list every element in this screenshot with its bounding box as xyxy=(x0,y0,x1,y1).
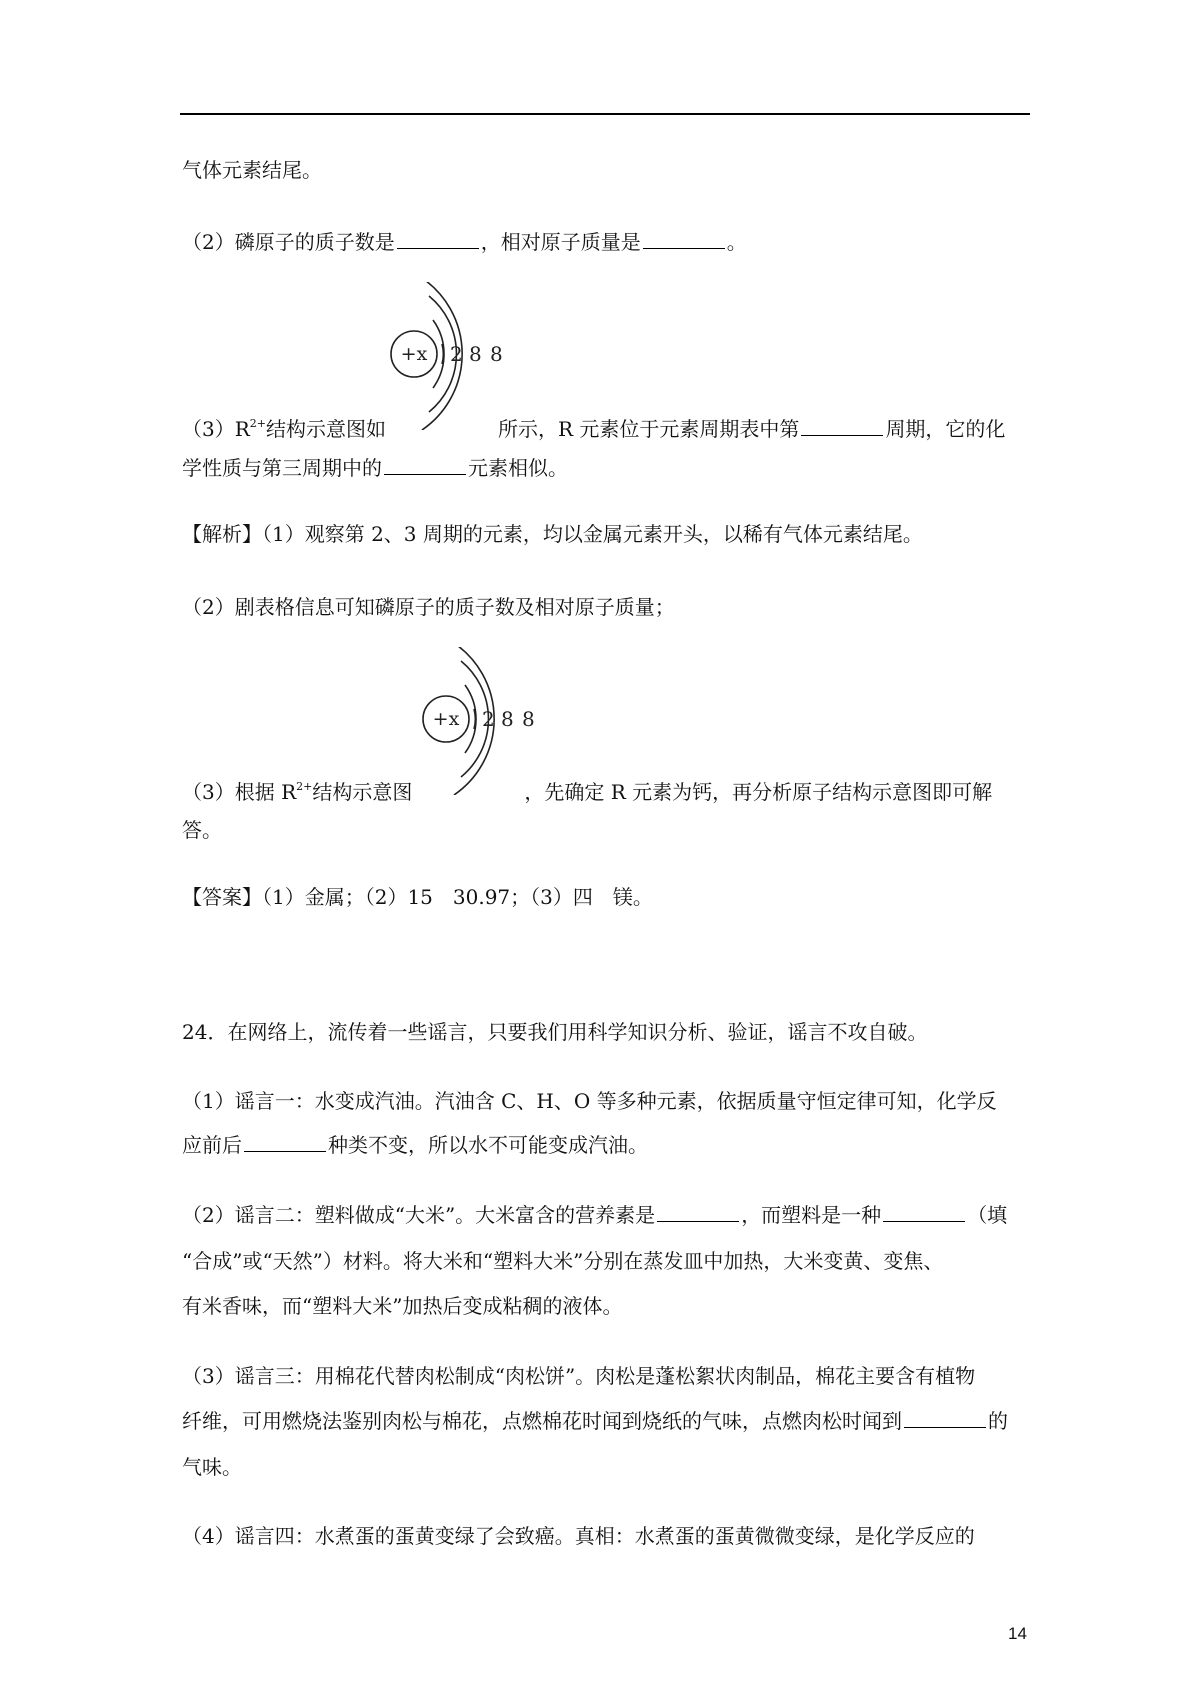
question-24-2-line-2: “合成”或“天然”）材料。将大米和“塑料大米”分别在蒸发皿中加热，大米变黄、变焦、 xyxy=(182,1249,944,1273)
text-line: 气体元素结尾。 xyxy=(182,158,322,182)
question-24-stem: 24．在网络上，流传着一些谣言，只要我们用科学知识分析、验证，谣言不攻自破。 xyxy=(182,1020,928,1044)
answer-blank[interactable] xyxy=(643,230,725,249)
question-3-line-2: 学性质与第三周期中的 元素相似。 xyxy=(182,456,568,480)
answer-blank[interactable] xyxy=(657,1203,739,1222)
question-24-1-line-2: 应前后 种类不变，所以水不可能变成汽油。 xyxy=(182,1133,648,1157)
question-24-3-line-1: （3）谣言三：用棉花代替肉松制成“肉松饼”。肉松是蓬松絮状肉制品，棉花主要含有植物 xyxy=(182,1364,976,1388)
answer-line: 【答案】（1）金属；（2）15 30.97；（3）四 镁。 xyxy=(182,885,653,909)
question-24-2-line-1: （2）谣言二：塑料做成“大米”。大米富含的营养素是 ，而塑料是一种 （填 xyxy=(182,1203,1008,1227)
question-2-line: （2）磷原子的质子数是 ，相对原子质量是 。 xyxy=(182,230,747,254)
question-24-2-line-3: 有米香味，而“塑料大米”加热后变成粘稠的液体。 xyxy=(182,1294,623,1318)
atom-structure-diagram xyxy=(380,282,510,430)
page-number: 14 xyxy=(1008,1624,1027,1643)
analysis-line-4: 答。 xyxy=(182,818,222,842)
question-24-4-line-1: （4）谣言四：水煮蛋的蛋黄变绿了会致癌。真相：水煮蛋的蛋黄微微变绿，是化学反应的 xyxy=(182,1524,975,1548)
shell-label: 8 xyxy=(469,342,482,366)
shell-label: 8 xyxy=(501,707,514,731)
answer-blank[interactable] xyxy=(244,1133,326,1152)
answer-blank[interactable] xyxy=(883,1203,965,1222)
shell-label: 2 xyxy=(482,707,495,731)
analysis-line-3: （3）根据 $R^{2+}$结构示意图 ，先确定 R 元素为钙，再分析原子结构示意图即可解 xyxy=(182,780,993,804)
answer-blank[interactable] xyxy=(904,1409,986,1428)
analysis-line-1: 【解析】（1）观察第 2、3 周期的元素，均以金属元素开头，以稀有气体元素结尾。 xyxy=(182,522,923,546)
answer-blank[interactable] xyxy=(801,417,883,436)
nucleus-label: +x xyxy=(400,343,428,365)
question-24-3-line-3: 气味。 xyxy=(182,1455,242,1479)
question-24-1-line-1: （1）谣言一：水变成汽油。汽油含 C、H、O 等多种元素，依据质量守恒定律可知，化学反 xyxy=(182,1089,997,1113)
question-24-3-line-2: 纤维，可用燃烧法鉴别肉松与棉花，点燃棉花时闻到烧纸的气味，点燃肉松时闻到 的 xyxy=(182,1409,1008,1433)
nucleus-label: +x xyxy=(432,708,460,730)
analysis-line-2: （2）剧表格信息可知磷原子的质子数及相对原子质量； xyxy=(182,595,675,619)
header-rule xyxy=(180,113,1030,115)
shell-label: 8 xyxy=(490,342,503,366)
question-3-line: $(3)R^{2+}$结构示意图如 所示，R 元素位于元素周期表中第 周期，它的化 xyxy=(182,417,1006,441)
shell-label: 8 xyxy=(522,707,535,731)
shell-label: 2 xyxy=(450,342,463,366)
answer-blank[interactable] xyxy=(397,230,479,249)
answer-blank[interactable] xyxy=(384,456,466,475)
